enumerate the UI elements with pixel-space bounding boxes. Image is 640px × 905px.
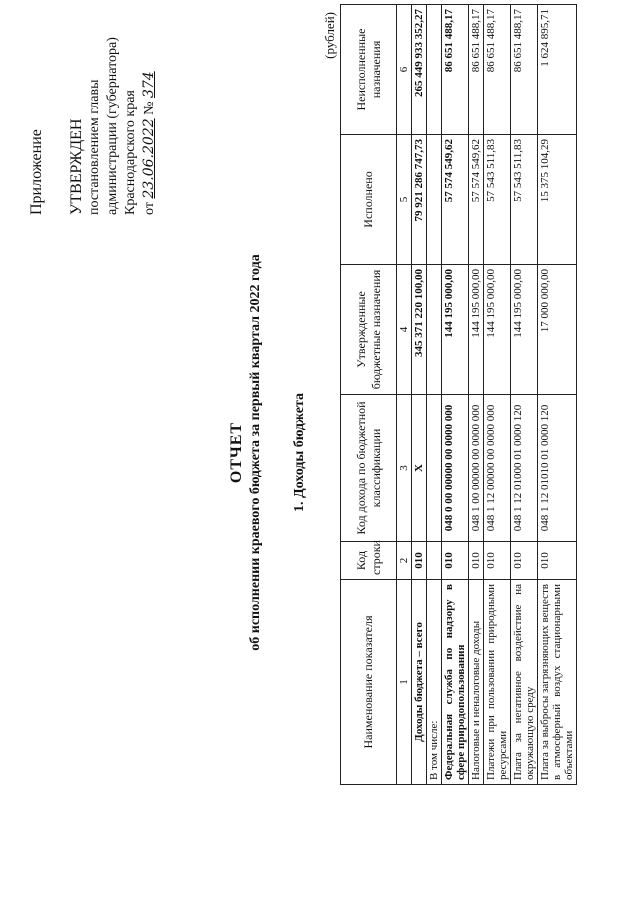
col-number: 6 <box>397 5 412 135</box>
row-income-code <box>427 395 442 542</box>
table-row <box>469 5 484 785</box>
row-name: Федеральная служба по надзору в сфере природопользования <box>442 580 469 785</box>
approved-label: УТВЕРЖДЕН <box>68 118 85 215</box>
col-number: 4 <box>397 265 412 395</box>
row-income-code: 048 0 00 00000 00 0000 000 <box>442 395 469 542</box>
table-row <box>412 5 427 785</box>
row-name: Плата за выбросы загрязняющих веществ в атмосферный воздух стационарными объектами <box>538 580 577 785</box>
row-unexecuted: 86 651 488,17 <box>469 5 484 135</box>
row-executed: 57 543 511,83 <box>511 135 538 265</box>
row-name: Плата за негативное воздействие на окружающую среду <box>511 580 538 785</box>
header-approved: Утвержденные бюджетные назначения <box>341 265 397 395</box>
row-approved: 144 195 000,00 <box>469 265 484 395</box>
header-line-code: Код строки <box>341 542 397 580</box>
row-line-code <box>427 542 442 580</box>
units-label: (рублей) <box>322 12 337 59</box>
col-number: 5 <box>397 135 412 265</box>
row-approved: 17 000 000,00 <box>538 265 577 395</box>
document-title: ОТЧЕТ <box>228 421 245 484</box>
table-row <box>511 5 538 785</box>
row-unexecuted <box>427 5 442 135</box>
approval-stamp <box>28 5 159 215</box>
table-header-row <box>341 5 397 785</box>
approval-date-line <box>140 5 159 215</box>
header-executed: Исполнено <box>341 135 397 265</box>
document-subtitle: об исполнении краевого бюджета за первый квартал 2022 года <box>248 254 263 651</box>
row-income-code: 048 1 12 00000 00 0000 000 <box>484 395 511 542</box>
header-name: Наименование показателя <box>341 580 397 785</box>
table-row <box>484 5 511 785</box>
row-approved: 144 195 000,00 <box>511 265 538 395</box>
row-name: Доходы бюджета – всего <box>412 580 427 785</box>
col-number: 1 <box>397 580 412 785</box>
header-income-code: Код дохода по бюджетной классификации <box>341 395 397 542</box>
row-executed: 57 574 549,62 <box>469 135 484 265</box>
appendix-label: Приложение <box>28 129 45 215</box>
col-number: 2 <box>397 542 412 580</box>
row-income-code: 048 1 12 01010 01 0000 120 <box>538 395 577 542</box>
column-number-row <box>397 5 412 785</box>
row-unexecuted: 86 651 488,17 <box>511 5 538 135</box>
date-prefix: от <box>142 202 157 215</box>
row-approved: 345 371 220 100,00 <box>412 265 427 395</box>
row-executed: 57 574 549,62 <box>442 135 469 265</box>
row-unexecuted: 86 651 488,17 <box>442 5 469 135</box>
table-row <box>427 5 442 785</box>
row-executed: 79 921 286 747,73 <box>412 135 427 265</box>
row-income-code: 048 1 12 01000 01 0000 120 <box>511 395 538 542</box>
table-row <box>538 5 577 785</box>
row-executed: 15 375 104,29 <box>538 135 577 265</box>
revenue-table <box>340 4 577 785</box>
table-row <box>442 5 469 785</box>
approval-line-3: Краснодарского края <box>123 90 138 215</box>
number-value: 374 <box>141 71 157 99</box>
row-line-code: 010 <box>484 542 511 580</box>
row-approved: 144 195 000,00 <box>484 265 511 395</box>
row-name: Налоговые и неналоговые доходы <box>469 580 484 785</box>
section-title: 1. Доходы бюджета <box>292 392 307 513</box>
header-unexecuted: Неисполненные назначения <box>341 5 397 135</box>
number-prefix: № <box>142 101 157 115</box>
row-line-code: 010 <box>412 542 427 580</box>
row-unexecuted: 1 624 895,71 <box>538 5 577 135</box>
row-executed <box>427 135 442 265</box>
row-unexecuted: 265 449 933 352,27 <box>412 5 427 135</box>
approval-line-2: администрации (губернатора) <box>105 37 120 215</box>
row-executed: 57 543 511,83 <box>484 135 511 265</box>
title-block <box>228 0 264 905</box>
row-line-code: 010 <box>511 542 538 580</box>
row-name: Платежи при пользовании природными ресурсами <box>484 580 511 785</box>
col-number: 3 <box>397 395 412 542</box>
approval-line-1: постановлением главы <box>87 79 102 215</box>
row-line-code: 010 <box>442 542 469 580</box>
row-line-code: 010 <box>469 542 484 580</box>
row-approved: 144 195 000,00 <box>442 265 469 395</box>
row-name: В том числе: <box>427 580 442 785</box>
row-income-code: 048 1 00 00000 00 0000 000 <box>469 395 484 542</box>
table-body <box>412 5 577 785</box>
row-unexecuted: 86 651 488,17 <box>484 5 511 135</box>
row-approved <box>427 265 442 395</box>
row-income-code: X <box>412 395 427 542</box>
row-line-code: 010 <box>538 542 577 580</box>
date-value: 23.06.2022 <box>141 118 157 199</box>
